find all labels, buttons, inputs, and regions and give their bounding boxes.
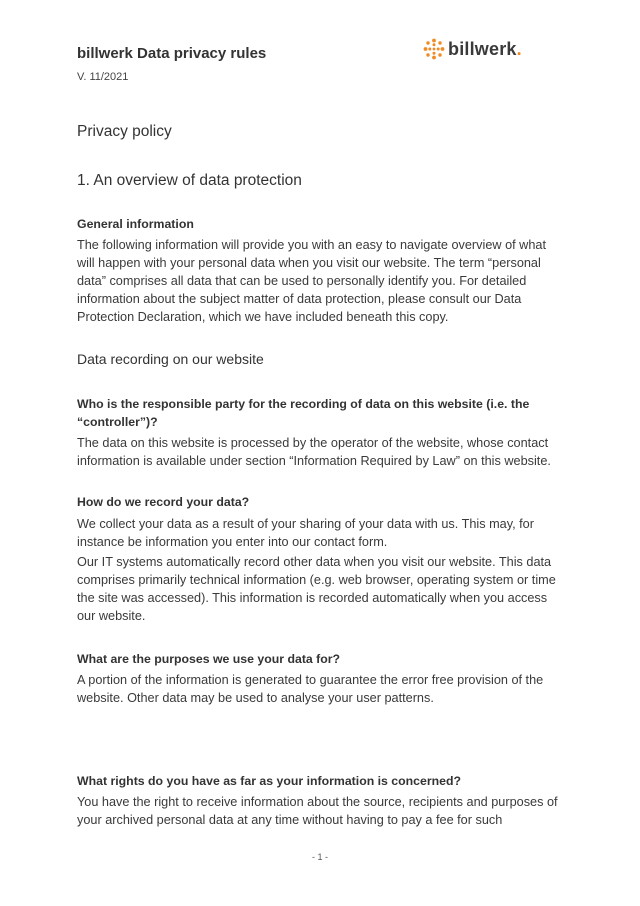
page-number: - 1 - (311, 852, 328, 862)
section-heading: 1. An overview of data protection (77, 172, 302, 189)
record-data-answer-1: We collect your data as a result of your sharing of your data with us. This may, for instance be information you enter into our contact form. (77, 517, 534, 549)
sunburst-logo-icon (423, 38, 445, 60)
general-information-heading: General information (77, 217, 194, 231)
purposes-answer: A portion of the information is generated to guarantee the error free provision of the website. Other data may be used to analyse your user patterns. (77, 673, 544, 705)
general-information-text: The following information will provide you with an easy to navigate overview of what will happen with your personal data when you visit our website. The term “personal data” comprises all data that can be used to personally identify you. For detailed information about the subject matter of data protection, please consult our Data Protection Declaration, which we have included beneath this copy. (77, 238, 546, 324)
logo-wordmark-text: billwerk (448, 38, 517, 59)
rights-question: What rights do you have as far as your information is concerned? (77, 774, 462, 788)
responsible-party-question: Who is the responsible party for the recording of data on this website (i.e. the “controller”)? (77, 397, 530, 429)
document-title: billwerk Data privacy rules (77, 45, 267, 62)
logo-wordmark (448, 39, 522, 60)
purposes-question: What are the purposes we use your data for? (77, 652, 341, 666)
logo-wordmark-dot: . (516, 38, 522, 59)
rights-answer: You have the right to receive information about the source, recipients and purposes of your archived personal data at any time without having to pay a fee for such (77, 795, 558, 827)
responsible-party-answer: The data on this website is processed by the operator of the website, whose contact information is available under section “Information Required by Law” on this website. (77, 436, 551, 468)
document-version: V. 11/2021 (77, 71, 129, 83)
record-data-question: How do we record your data? (77, 495, 250, 509)
record-data-answer-2: Our IT systems automatically record other data when you visit our website. This data comprises primarily technical information (e.g. web browser, operating system or time the site was accessed). This information is recorded automatically when you access our website. (77, 555, 556, 623)
privacy-policy-heading: Privacy policy (77, 123, 172, 140)
data-recording-heading: Data recording on our website (77, 351, 264, 367)
billwerk-logo (423, 38, 522, 60)
